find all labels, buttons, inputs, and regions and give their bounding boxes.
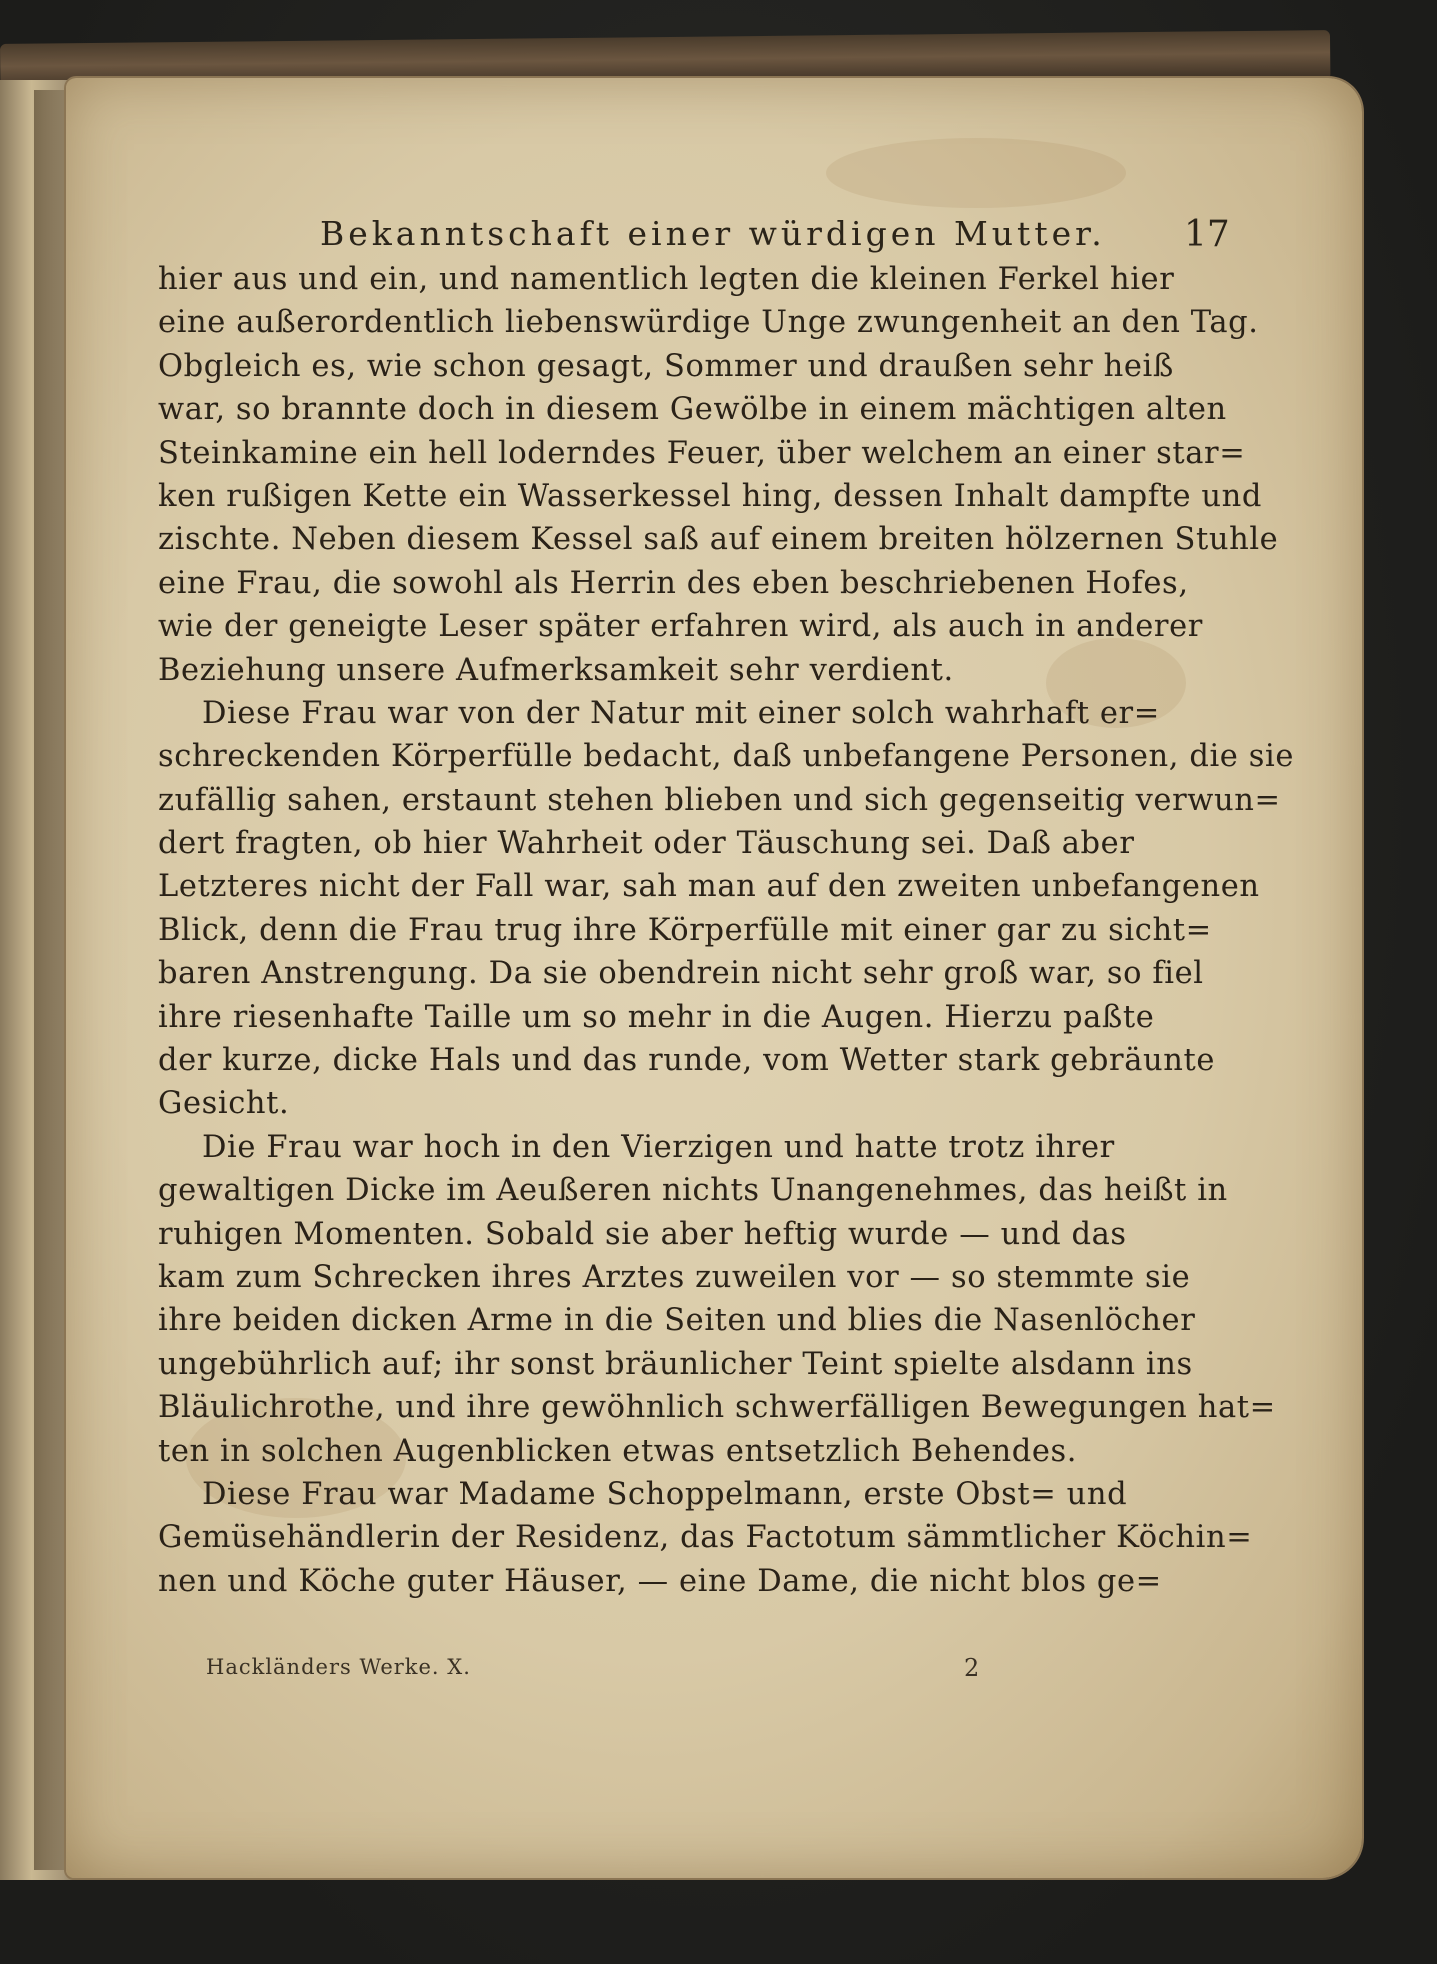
text-line: Blick, denn die Frau trug ihre Körperfülle mit einer gar zu sicht= — [158, 912, 1212, 948]
text-line: kam zum Schrecken ihres Arztes zuweilen vor — so stemmte sie — [158, 1259, 1191, 1295]
text-line: dert fragten, ob hier Wahrheit oder Täuschung sei. Daß aber — [158, 826, 1135, 862]
text-line: ken rußigen Kette ein Wasserkessel hing, dessen Inhalt dampfte und — [158, 478, 1263, 514]
text-line: schreckenden Körperfülle bedacht, daß unbefangene Personen, die sie — [158, 739, 1294, 775]
text-line: Steinkamine ein hell loderndes Feuer, über welchem an einer star= — [158, 435, 1246, 471]
text-line: Bläulichrothe, und ihre gewöhnlich schwerfälligen Bewegungen hat= — [158, 1390, 1276, 1426]
text-line: ruhigen Momenten. Sobald sie aber heftig wurde — und das — [158, 1216, 1127, 1252]
text-line: Die Frau war hoch in den Vierzigen und hatte trotz ihrer — [202, 1129, 1115, 1165]
text-line: ungebührlich auf; ihr sonst bräunlicher Teint spielte alsdann ins — [158, 1346, 1193, 1382]
text-line: Obgleich es, wie schon gesagt, Sommer und draußen sehr heiß — [158, 348, 1174, 384]
footer-signature: Hackländers Werke. X. — [206, 1655, 471, 1679]
text-line: zischte. Neben diesem Kessel saß auf einem breiten hölzernen Stuhle — [158, 522, 1279, 558]
paper-stain — [826, 138, 1126, 208]
text-line: Letzteres nicht der Fall war, sah man auf den zweiten unbefangenen — [158, 869, 1260, 905]
text-line: nen und Köche guter Häuser, — eine Dame, die nicht blos ge= — [158, 1563, 1162, 1599]
text-line: eine außerordentlich liebenswürdige Unge zwungenheit an den Tag. — [158, 305, 1259, 341]
text-line: Gesicht. — [158, 1086, 290, 1122]
text-line: Diese Frau war Madame Schoppelmann, erste Obst= und — [202, 1476, 1128, 1512]
text-line: Beziehung unsere Aufmerksamkeit sehr verdient. — [158, 652, 954, 688]
text-line: der kurze, dicke Hals und das runde, vom Wetter stark gebräunte — [158, 1043, 1215, 1079]
text-line: ihre riesenhafte Taille um so mehr in die Augen. Hierzu paßte — [158, 999, 1155, 1035]
page-number: 17 — [1184, 214, 1230, 255]
text-line: Diese Frau war von der Natur mit einer solch wahrhaft er= — [202, 695, 1160, 731]
body-text — [158, 258, 1294, 1603]
text-line: wie der geneigte Leser später erfahren wird, als auch in anderer — [158, 609, 1203, 645]
text-line: eine Frau, die sowohl als Herrin des eben beschriebenen Hofes, — [158, 565, 1189, 601]
footer-sheet-number: 2 — [964, 1654, 980, 1682]
book-page — [66, 78, 1362, 1878]
text-line: gewaltigen Dicke im Aeußeren nichts Unangenehmes, das heißt in — [158, 1173, 1228, 1209]
text-line: zufällig sahen, erstaunt stehen blieben und sich gegenseitig verwun= — [158, 782, 1281, 818]
text-line: hier aus und ein, und namentlich legten die kleinen Ferkel hier — [158, 262, 1175, 297]
text-line: baren Anstrengung. Da sie obendrein nicht sehr groß war, so fiel — [158, 956, 1204, 992]
text-line: ten in solchen Augenblicken etwas entsetzlich Behendes. — [158, 1433, 1078, 1469]
running-title: Bekanntschaft einer würdigen Mutter. — [320, 214, 1106, 253]
text-line: Gemüsehändlerin der Residenz, das Factotum sämmtlicher Köchin= — [158, 1520, 1253, 1556]
text-line: ihre beiden dicken Arme in die Seiten und blies die Nasenlöcher — [158, 1303, 1196, 1339]
text-line: war, so brannte doch in diesem Gewölbe in einem mächtigen alten — [158, 392, 1227, 428]
